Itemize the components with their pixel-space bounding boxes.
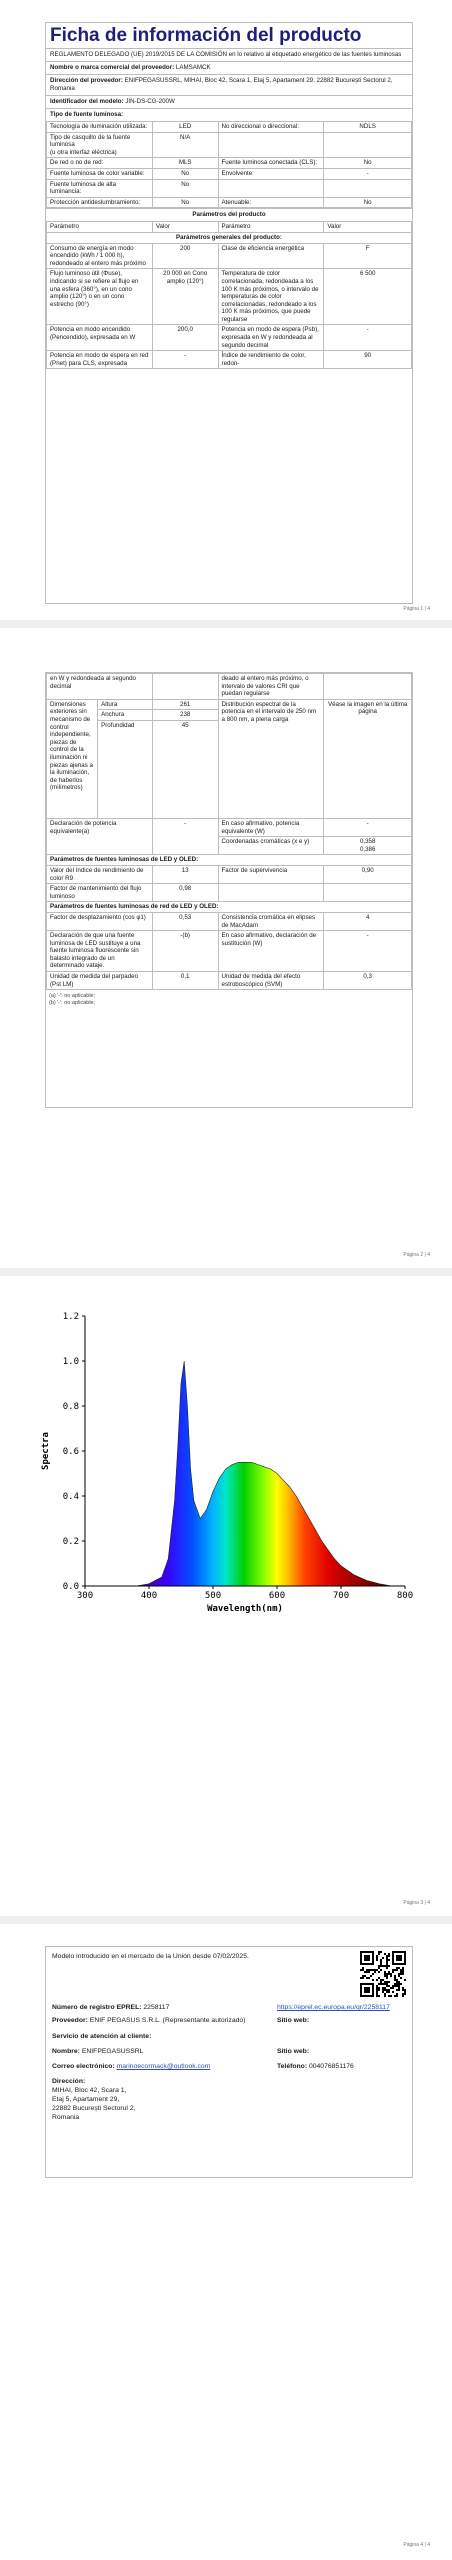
- param-label: Consistencia cromática en elipses de MacAdam: [218, 912, 324, 930]
- page-separator: [0, 1268, 452, 1276]
- param-label: No direccional o direccional:: [218, 122, 324, 133]
- param-label: Potencia en modo de espera en red (Pnet) para CLS, expresada: [47, 351, 153, 369]
- supplier-address-line: Dirección del proveedor: ENIFPEGASUSSRL, MIHAI, Bloc 42, Scara 1, Etaj 5, Apartament 29, 22882 București Sectorul 2, Romania: [46, 74, 412, 95]
- param-label: [218, 179, 324, 197]
- page-separator: [0, 1916, 452, 1924]
- param-label: Factor de supervivencia: [218, 865, 324, 883]
- product-params-header: Parámetros del producto: [46, 208, 412, 221]
- param-value: 4: [324, 912, 412, 930]
- table-row: [47, 884, 412, 902]
- y-tick-label: 0.0: [62, 1582, 79, 1592]
- param-label: Factor de desplazamiento (cos φ1): [47, 912, 153, 930]
- param-label: Potencia en modo encendido (Pencendido), expresada en W: [47, 325, 153, 351]
- param-label: Declaración de que una fuente luminosa de LED sustituye a una fuente luminosa fluorescente sin balasto integrado de un determinado vataje.: [47, 931, 153, 972]
- param-value: [324, 674, 412, 700]
- dim-value: 261: [152, 699, 218, 710]
- chromaticity-label: Coordenadas cromáticas (x e y): [218, 837, 324, 855]
- address-value: MIHAI, Bloc 42, Scara 1, Etaj 5, Apartament 29, 22882 București Sectorul 2, Romania: [52, 2087, 136, 2121]
- supplier-name-line: Nombre o marca comercial del proveedor: LAMSAMCK: [46, 61, 412, 74]
- param-value: 200: [152, 243, 218, 269]
- product-params-table: [46, 221, 412, 369]
- table-row: [47, 865, 412, 883]
- spd-value: Véase la imagen en la última página: [324, 699, 412, 818]
- param-value: No: [324, 197, 412, 208]
- param-value: LED: [152, 122, 218, 133]
- table-row: [47, 912, 412, 930]
- page-number: Página 2 | 4: [403, 1252, 430, 1258]
- x-axis-label: Wavelength(nm): [207, 1604, 283, 1614]
- param-value: 0,90: [324, 865, 412, 883]
- param-label: Unidad de medida del efecto estroboscópico (SVM): [218, 972, 324, 990]
- param-label: Potencia en modo de espera (Psb), expresada en W y redondeada al segundo decimal: [218, 325, 324, 351]
- param-column-headers: Parámetro Valor Parámetro Valor: [47, 222, 412, 233]
- light-source-type-table: [46, 121, 412, 208]
- param-label: deado al entero más próximo, o intervalo de valores CRI que puedan regularse: [218, 674, 324, 700]
- param-value: -: [152, 351, 218, 369]
- dim-value: 45: [152, 720, 218, 818]
- x-tick-label: 500: [204, 1591, 222, 1601]
- param-value: -: [324, 168, 412, 179]
- eprel-link[interactable]: https://eprel.ec.europa.eu/qr/2258117: [277, 2004, 390, 2011]
- page-1: [0, 0, 452, 620]
- chromaticity-value: 0,358 0,386: [324, 837, 412, 855]
- general-params-header: Parámetros generales del producto:: [47, 232, 412, 243]
- param-label: Temperatura de color correlacionada, redondeada a los 100 K más próximos, o intervalo de temperaturas de color correlacionadas, redondeado a los 100 K más próximos, que puede regularse: [218, 269, 324, 325]
- x-tick-label: 300: [76, 1591, 94, 1601]
- page-3: [0, 1276, 452, 1916]
- param-label: Tecnología de iluminación utilizada:: [47, 122, 153, 133]
- param-label: Fuente luminosa de alta luminancia:: [47, 179, 153, 197]
- product-sheet-frame-2: [45, 672, 413, 1108]
- table-row: [47, 168, 412, 179]
- continued-params-table: [46, 673, 412, 990]
- param-label: Clase de eficiencia energética: [218, 243, 324, 269]
- model-line: Identificador del modelo: JIN-DS-CG-200W: [46, 95, 412, 108]
- param-value: [324, 884, 412, 902]
- dim-value: 238: [152, 710, 218, 721]
- table-row: [47, 351, 412, 369]
- y-tick-label: 0.2: [62, 1537, 79, 1547]
- table-row: [47, 132, 412, 158]
- page-4: [0, 1924, 452, 2560]
- page-2: [0, 628, 452, 1268]
- x-tick-label: 400: [140, 1591, 158, 1601]
- param-value: No: [324, 158, 412, 169]
- param-label: en W y redondeada al segundo decimal: [47, 674, 153, 700]
- x-tick-label: 700: [332, 1591, 350, 1601]
- param-value: -(b): [152, 931, 218, 972]
- param-label: Fuente luminosa conectada (CLS):: [218, 158, 324, 169]
- y-tick-label: 1.0: [62, 1357, 79, 1367]
- param-label: Flujo luminoso útil (Φuse), indicando si se refiere al flujo en una esfera (360°), en un cono amplio (120°) o en un cono estrecho (90°): [47, 269, 153, 325]
- param-label: Protección antideslumbramiento:: [47, 197, 153, 208]
- dim-key: Anchura: [98, 710, 153, 721]
- dim-key: Profundidad: [98, 720, 153, 818]
- table-row: [47, 122, 412, 133]
- footnote-a: (a) '-': no aplicable;: [49, 993, 96, 1000]
- customer-service-header: Servicio de atención al cliente:: [52, 2033, 152, 2040]
- dim-key: Altura: [98, 699, 153, 710]
- table-row: [47, 325, 412, 351]
- equivalent-power-w-label: En caso afirmativo, potencia equivalente (W): [218, 818, 324, 836]
- spectral-power-chart: [0, 1296, 452, 1626]
- param-value: No: [152, 168, 218, 179]
- param-value: 90: [324, 351, 412, 369]
- spectrum-area: [136, 1361, 392, 1586]
- param-value: NDLS: [324, 122, 412, 133]
- x-tick-label: 800: [396, 1591, 414, 1601]
- param-value: [324, 132, 412, 158]
- param-value: -: [324, 325, 412, 351]
- param-label: Consumo de energía en modo encendido (kWh / 1 000 h), redondeado al entero más próximo: [47, 243, 153, 269]
- param-label: Valor del índice de rendimiento de color R9: [47, 865, 153, 883]
- param-value: 0,1: [152, 972, 218, 990]
- market-intro: Modelo introducido en el mercado de la Unión desde 07/02/2025.: [52, 1953, 249, 1960]
- param-value: N/A: [152, 132, 218, 158]
- param-value: 200,0: [152, 325, 218, 351]
- product-sheet-frame: [45, 22, 413, 604]
- y-tick-label: 1.2: [62, 1312, 79, 1322]
- spd-label: Distribución espectral de la potencia en el intervalo de 250 nm a 800 nm, a plena carga: [218, 699, 324, 818]
- y-axis-label: Spectra: [41, 1432, 51, 1470]
- y-tick-label: 0.4: [62, 1492, 79, 1502]
- page-separator: [0, 620, 452, 628]
- param-value: MLS: [152, 158, 218, 169]
- mains-params-header: Parámetros de fuentes luminosas de red de LED y OLED:: [47, 902, 412, 913]
- param-label: Tipo de casquillo de la fuente luminosa (u otra interfaz eléctrica): [47, 132, 153, 158]
- table-row: [47, 179, 412, 197]
- param-value: 0,53: [152, 912, 218, 930]
- param-label: En caso afirmativo, declaración de sustitución (W): [218, 931, 324, 972]
- page-number: Página 4 | 4: [403, 2542, 430, 2548]
- x-tick-label: 600: [268, 1591, 286, 1601]
- table-row: [47, 269, 412, 325]
- param-value: F: [324, 243, 412, 269]
- table-row: [47, 972, 412, 990]
- param-label: [218, 884, 324, 902]
- param-label: Factor de mantenimiento del flujo luminoso: [47, 884, 153, 902]
- param-value: [324, 179, 412, 197]
- page-title: Ficha de información del producto: [50, 25, 362, 46]
- table-row: [47, 197, 412, 208]
- param-value: 6 500: [324, 269, 412, 325]
- param-label: Envolvente:: [218, 168, 324, 179]
- regulation-text: REGLAMENTO DELEGADO (UE) 2019/2015 DE LA COMISIÓN en lo relativo al etiquetado energético de las fuentes luminosas: [46, 48, 412, 61]
- param-label: [218, 132, 324, 158]
- table-row: [47, 931, 412, 972]
- y-tick-label: 0.8: [62, 1402, 79, 1412]
- param-value: 0,3: [324, 972, 412, 990]
- param-value: 13: [152, 865, 218, 883]
- registration-frame: Modelo introducido en el mercado de la Unión desde 07/02/2025. Número de registro EPREL: 2258117 https://eprel.ec.europa.eu/qr/2258117 Proveedor: ENIF PEGASUS S.R.L. (Representante autorizado) Sitio web: Servicio de atención al cliente: Nombre: ENIFPEGASUSSRL Sitio web: Correo electrónico: marinoecormack@outlook.com Teléfono: 004076851176 Dirección: MIHAI, Bloc 42, Scara 1, Etaj 5, Apartament 29, 22882 București Sectorul 2, Romania: [45, 1946, 413, 2178]
- page-number: Página 3 | 4: [403, 1900, 430, 1906]
- led-params-header: Parámetros de fuentes luminosas de LED y OLED:: [47, 855, 412, 866]
- param-label: De red o no de red:: [47, 158, 153, 169]
- equivalent-power-label: Declaración de potencia equivalente(a): [47, 818, 153, 854]
- param-value: No: [152, 197, 218, 208]
- qr-code-icon: [360, 1951, 406, 1997]
- table-row: [47, 243, 412, 269]
- param-label: Fuente luminosa de color variable:: [47, 168, 153, 179]
- light-source-type-header: Tipo de fuente luminosa:: [46, 108, 412, 121]
- param-value: -: [324, 931, 412, 972]
- param-value: No: [152, 179, 218, 197]
- param-label: Unidad de medida del parpadeo (Pst LM): [47, 972, 153, 990]
- dimensions-label: Dimensiones exteriores sin mecanismo de control independiente, piezas de control de la iluminación ni piezas ajenas a la iluminación, de haberlos (milímetros): [47, 699, 98, 818]
- param-value: 20 000 en Cono amplio (120°): [152, 269, 218, 325]
- footnote-b: (b) '-': no aplicable;: [49, 1000, 96, 1007]
- param-label: Índice de rendimiento de color, redon-: [218, 351, 324, 369]
- equivalent-power-value: -: [152, 818, 218, 854]
- equivalent-power-w-value: -: [324, 818, 412, 836]
- param-label: Atenuable:: [218, 197, 324, 208]
- support-email-link[interactable]: marinoecormack@outlook.com: [116, 2063, 211, 2070]
- page-number: Página 1 | 4: [403, 606, 430, 612]
- address-label: Dirección:: [52, 2078, 86, 2085]
- table-row: [47, 158, 412, 169]
- y-tick-label: 0.6: [62, 1447, 79, 1457]
- param-value: [152, 674, 218, 700]
- param-value: 0,98: [152, 884, 218, 902]
- table-row: [47, 674, 412, 700]
